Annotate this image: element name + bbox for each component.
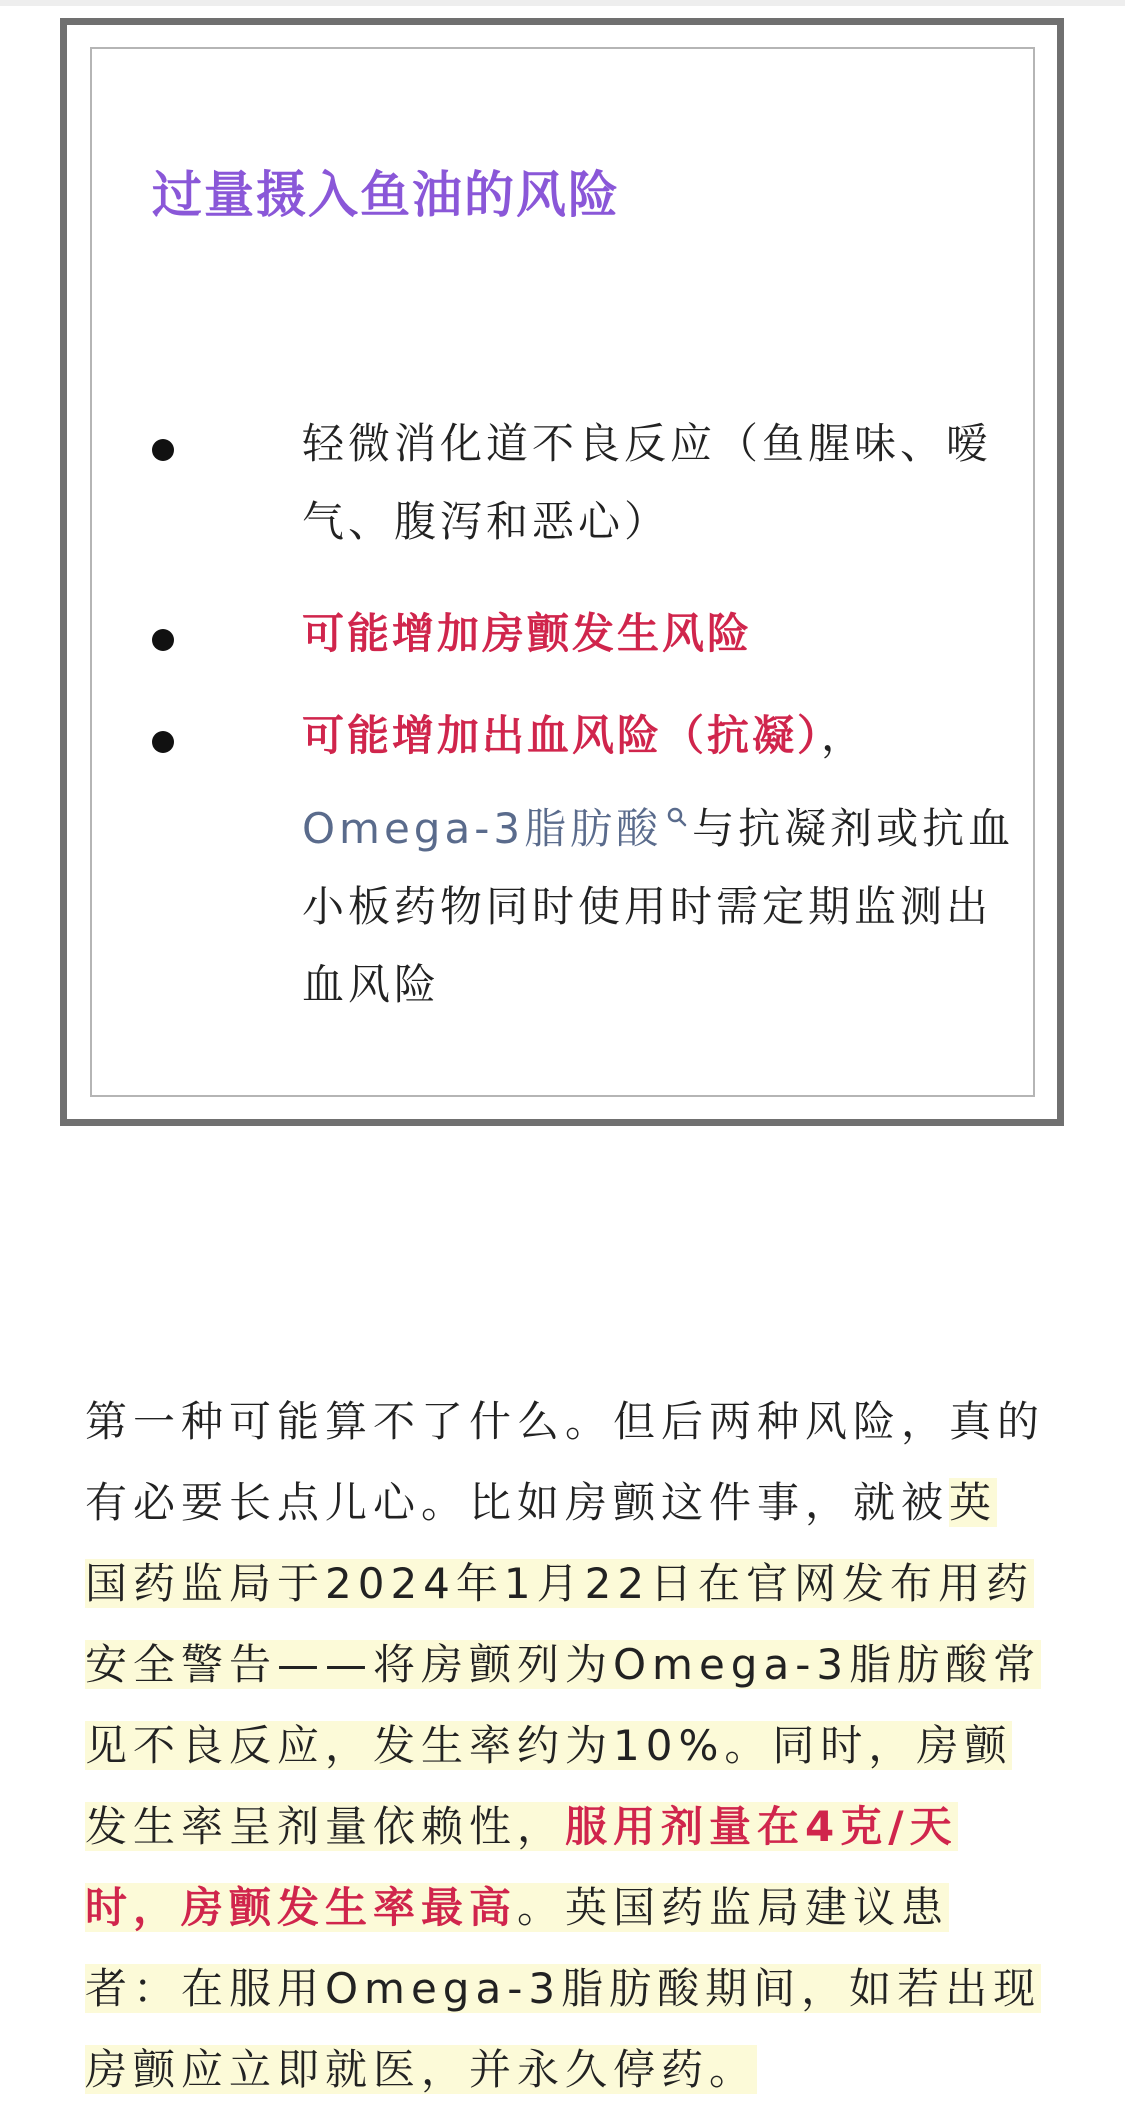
list-item-text: 轻微消化道不良反应（鱼腥味、嗳气、腹泻和恶心） <box>302 419 993 546</box>
card-title: 过量摄入鱼油的风险 <box>152 166 620 224</box>
highlighted-text-end: 。英国药监局建议患者：在服用Omega-3脂肪酸期间，如若出现房颤应立即就医，并永久停药。 <box>85 1883 1042 2094</box>
risk-card <box>60 18 1064 1126</box>
bleeding-risk-emphasis: 可能增加出血风险（抗凝） <box>302 711 822 760</box>
comma: ， <box>821 711 868 760</box>
bullet-dot <box>152 629 174 651</box>
paragraph-intro: 第一种可能算不了什么。但后两种风险，真的有必要长点儿心。比如房颤这件事，就被 <box>85 1397 1046 1527</box>
list-item-text: 可能增加房颤发生风险 <box>302 609 753 658</box>
bullet-dot <box>152 439 174 461</box>
dose-emphasis: 服用剂量在4克/天时，房颤发生率最高 <box>85 1802 958 1932</box>
body-paragraph <box>85 1381 1045 2110</box>
list-item-text <box>302 697 1022 1024</box>
highlighted-text: 英国药监局于2024年1月22日在官网发布用药安全警告——将房颤列为Omega-3脂肪酸常见不良反应，发生率约为10%。同时，房颤发生率呈剂量依赖性， <box>85 1478 1042 1851</box>
bullet-dot <box>152 731 174 753</box>
omega3-search-link[interactable]: Omega-3脂肪酸 <box>302 804 663 853</box>
top-separator <box>0 0 1125 6</box>
search-icon[interactable] <box>666 775 688 853</box>
list-item-rest-text: 与抗凝剂或抗血小板药物同时使用时需定期监测出血风险 <box>302 804 1015 1009</box>
